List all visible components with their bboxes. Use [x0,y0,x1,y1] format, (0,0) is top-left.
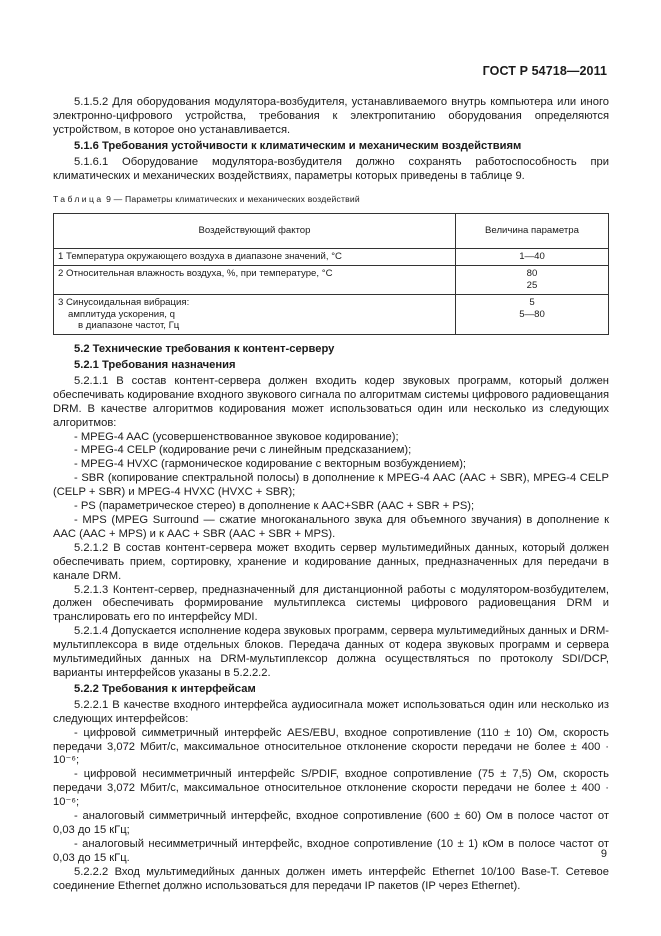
list-item-interface: - аналоговый несимметричный интерфейс, входное сопротивление (10 ± 1) кОм в полосе частот от 0,03 до 15 кГц. [53,837,609,864]
table-cell-value [456,249,609,266]
list-item-algorithm: - MPEG-4 HVXC (гармоническое кодирование с векторным возбуждением); [74,458,467,471]
value-line: 5—80 [519,308,545,320]
heading-5-2-1: 5.2.1 Требования назначения [74,359,236,372]
factor-line: в диапазоне частот, Гц [78,320,180,332]
paragraph-5-1-6-1: 5.1.6.1 Оборудование модулятора-возбудителя должно сохранять работоспособность при климатических и механических воздействиях, параметры которых приведены в таблице 9. [53,155,609,182]
paragraph-5-2-1-3: 5.2.1.3 Контент-сервер, предназначенный для дистанционной работы с модулятором-возбудителем, должен обеспечивать формирование мультиплекса системы цифрового радиовещания DRM и транслировать его по интерфейсу MDI. [53,583,609,624]
table-cell-value [456,294,609,334]
list-item-interface: - цифровой несимметричный интерфейс S/PDIF, входное сопротивление (75 ± 7,5) Ом, скорость передачи 3,072 Мбит/с, максимальное относительное отклонение скорости передачи не более ± 400 · 10⁻⁶; [53,768,609,809]
table-header-value: Величина параметра [456,214,609,249]
table-cell-value [456,266,609,295]
list-item-algorithm: - MPEG-4 AAC (усовершенствованное звуковое кодирование); [74,430,399,443]
table-header-row [54,214,609,249]
value-line: 80 [526,268,538,280]
factor-line: 2 Относительная влажность воздуха, %, при температуре, °С [58,268,333,280]
table-9-caption [53,193,609,207]
value-line: 1—40 [519,251,545,263]
value-line: 25 [526,279,538,291]
table-caption-word: Таблица [53,194,104,205]
heading-5-1-6: 5.1.6 Требования устойчивости к климатическим и механическим воздействиям [74,139,522,152]
paragraph-5-2-1-4: 5.2.1.4 Допускается исполнение кодера звуковых программ, сервера мультимедийных данных и DRM-мультиплексора в виде отдельных блоков. Передача данных от кодера звуковых программ и сервера мультимедийных данных на DRM-мультиплексор должна осуществляться по протоколу SDI/DCP, варианты интерфейсов указаны в 5.2.2.2. [53,625,609,679]
list-item-interface: - аналоговый симметричный интерфейс, входное сопротивление (600 ± 60) Ом в полосе частот от 0,03 до 15 кГц; [53,810,609,836]
table-9-parameters [53,213,609,335]
table-caption-text: 9 — Параметры климатических и механических воздействий [106,194,360,205]
page-number: 9 [600,848,607,860]
list-item-algorithm: - PS (параметрическое стерео) в дополнение к AAC+SBR (AAC + SBR + PS); [74,500,475,513]
heading-5-2: 5.2 Технические требования к контент-серверу [74,343,335,356]
table-cell-factor [54,266,456,295]
table-header-factor: Воздействующий фактор [54,214,456,249]
paragraph-5-2-2-1: 5.2.2.1 В качестве входного интерфейса аудиосигнала может использоваться один или несколько из следующих интерфейсов: [53,698,609,725]
paragraph-5-1-5-2: 5.1.5.2 Для оборудования модулятора-возбудителя, устанавливаемого внутрь компьютера или иного электронно-цифрового устройства, требования к электропитанию оборудования определяются устройством, в которое оно устанавливается. [53,96,609,136]
table-cell-factor [54,294,456,334]
table-cell-factor [54,249,456,266]
list-item-algorithm: - MPS (MPEG Surround — сжатие многоканального звука для объемного звучания) в дополнение к AAC (AAC + MPS) и к AAC + SBR (AAC + SBR + MPS). [53,514,609,540]
document-body [53,96,609,893]
heading-5-2-2: 5.2.2 Требования к интерфейсам [74,682,256,695]
paragraph-5-2-1-2: 5.2.1.2 В состав контент-сервера может входить сервер мультимедийных данных, который должен обеспечивать прием, сортировку, хранение и кодирование данных, предназначенных для передачи в канале DRM. [53,541,609,582]
list-item-algorithm: - SBR (копирование спектральной полосы) в дополнение к MPEG-4 AAC (AAC + SBR), MPEG-4 CELP (CELP + SBR) и MPEG-4 HVXC (HVXC + SBR); [53,472,609,499]
factor-line: 1 Температура окружающего воздуха в диапазоне значений, °С [58,251,342,263]
table-row [54,249,609,266]
table-row [54,266,609,295]
list-item-algorithm: - MPEG-4 CELP (кодирование речи с линейным предсказанием); [74,444,412,457]
table-row [54,294,609,334]
list-item-interface: - цифровой симметричный интерфейс AES/EBU, входное сопротивление (110 ± 10) Ом, скорость передачи 3,072 Мбит/с, максимальное относительное отклонение скорости передачи не более ± 400 · 10⁻⁶; [53,726,609,767]
paragraph-5-2-2-2: 5.2.2.2 Вход мультимедийных данных должен иметь интерфейс Ethernet 10/100 Base-T. Сетевое соединение Ethernet должно использоваться для передачи IP пакетов (IP через Ethernet). [53,865,609,892]
document-standard-id: ГОСТ Р 54718—2011 [482,64,607,78]
value-line: 5 [529,296,535,308]
paragraph-5-2-1-1: 5.2.1.1 В состав контент-сервера должен входить кодер звуковых программ, который должен обеспечивать кодирование входного звукового сигнала по алгоритмам системы цифрового радиовещания DRM. В качестве алгоритмов кодирования может использоваться один или несколько из следующих алгоритмов: [53,374,609,429]
factor-line: 3 Синусоидальная вибрация: [58,296,190,308]
factor-line: амплитуда ускорения, q [68,308,175,320]
